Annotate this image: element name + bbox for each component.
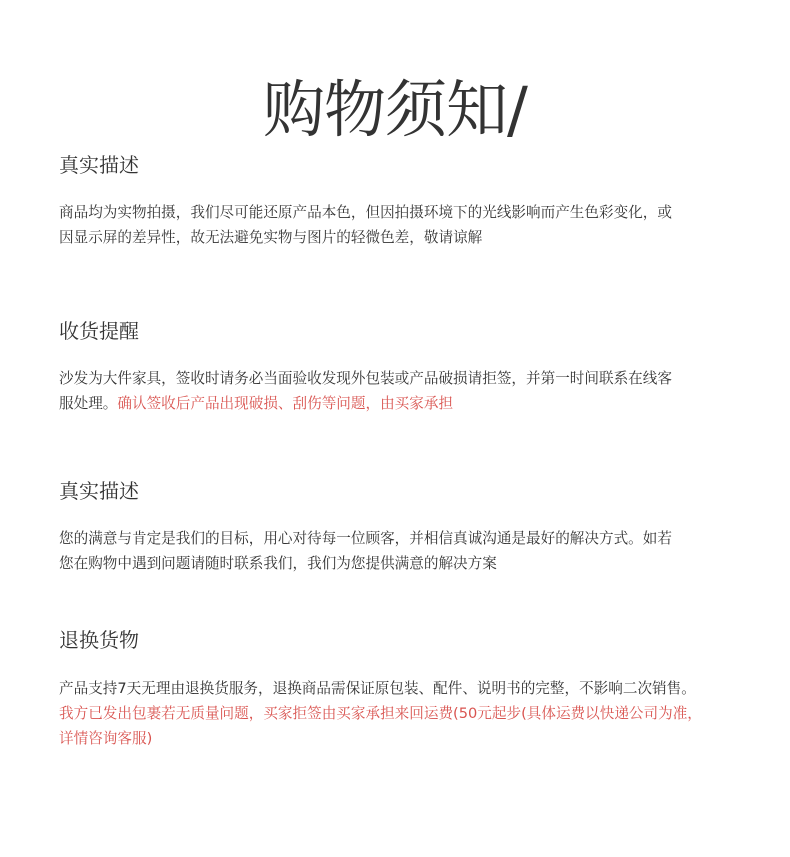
section-text-line: 商品均为实物拍摄，我们尽可能还原产品本色，但因拍摄环境下的光线影响而产生色彩变化，或 bbox=[59, 204, 672, 221]
section-text-line bbox=[59, 391, 453, 416]
section-heading-returns: 退换货物 bbox=[59, 628, 139, 652]
page-title: 购物须知/ bbox=[263, 72, 527, 146]
section-heading-authentic-description: 真实描述 bbox=[59, 153, 139, 177]
section-text-line: 产品支持7天无理由退换货服务，退换商品需保证原包装、配件、说明书的完整，不影响二次销售。 bbox=[59, 680, 696, 697]
section-heading-satisfaction: 真实描述 bbox=[59, 479, 139, 503]
text-normal: 服处理。 bbox=[59, 395, 118, 412]
section-text-warning: 我方已发出包裹若无质量问题，买家拒签由买家承担来回运费(50元起步(具体运费以快递公司为准， bbox=[59, 705, 702, 722]
section-text-line: 因显示屏的差异性，故无法避免实物与图片的轻微色差，敬请谅解 bbox=[59, 229, 483, 246]
section-text-line: 您的满意与肯定是我们的目标，用心对待每一位顾客，并相信真诚沟通是最好的解决方式。如若 bbox=[59, 530, 672, 547]
text-warning: 确认签收后产品出现破损、刮伤等问题，由买家承担 bbox=[117, 395, 454, 412]
section-text-line: 您在购物中遇到问题请随时联系我们，我们为您提供满意的解决方案 bbox=[59, 555, 497, 572]
section-text-line: 沙发为大件家具，签收时请务必当面验收发现外包装或产品破损请拒签，并第一时间联系在线客 bbox=[59, 370, 672, 387]
section-text-warning: 详情咨询客服) bbox=[59, 730, 153, 747]
section-heading-delivery-reminder: 收货提醒 bbox=[59, 319, 139, 343]
